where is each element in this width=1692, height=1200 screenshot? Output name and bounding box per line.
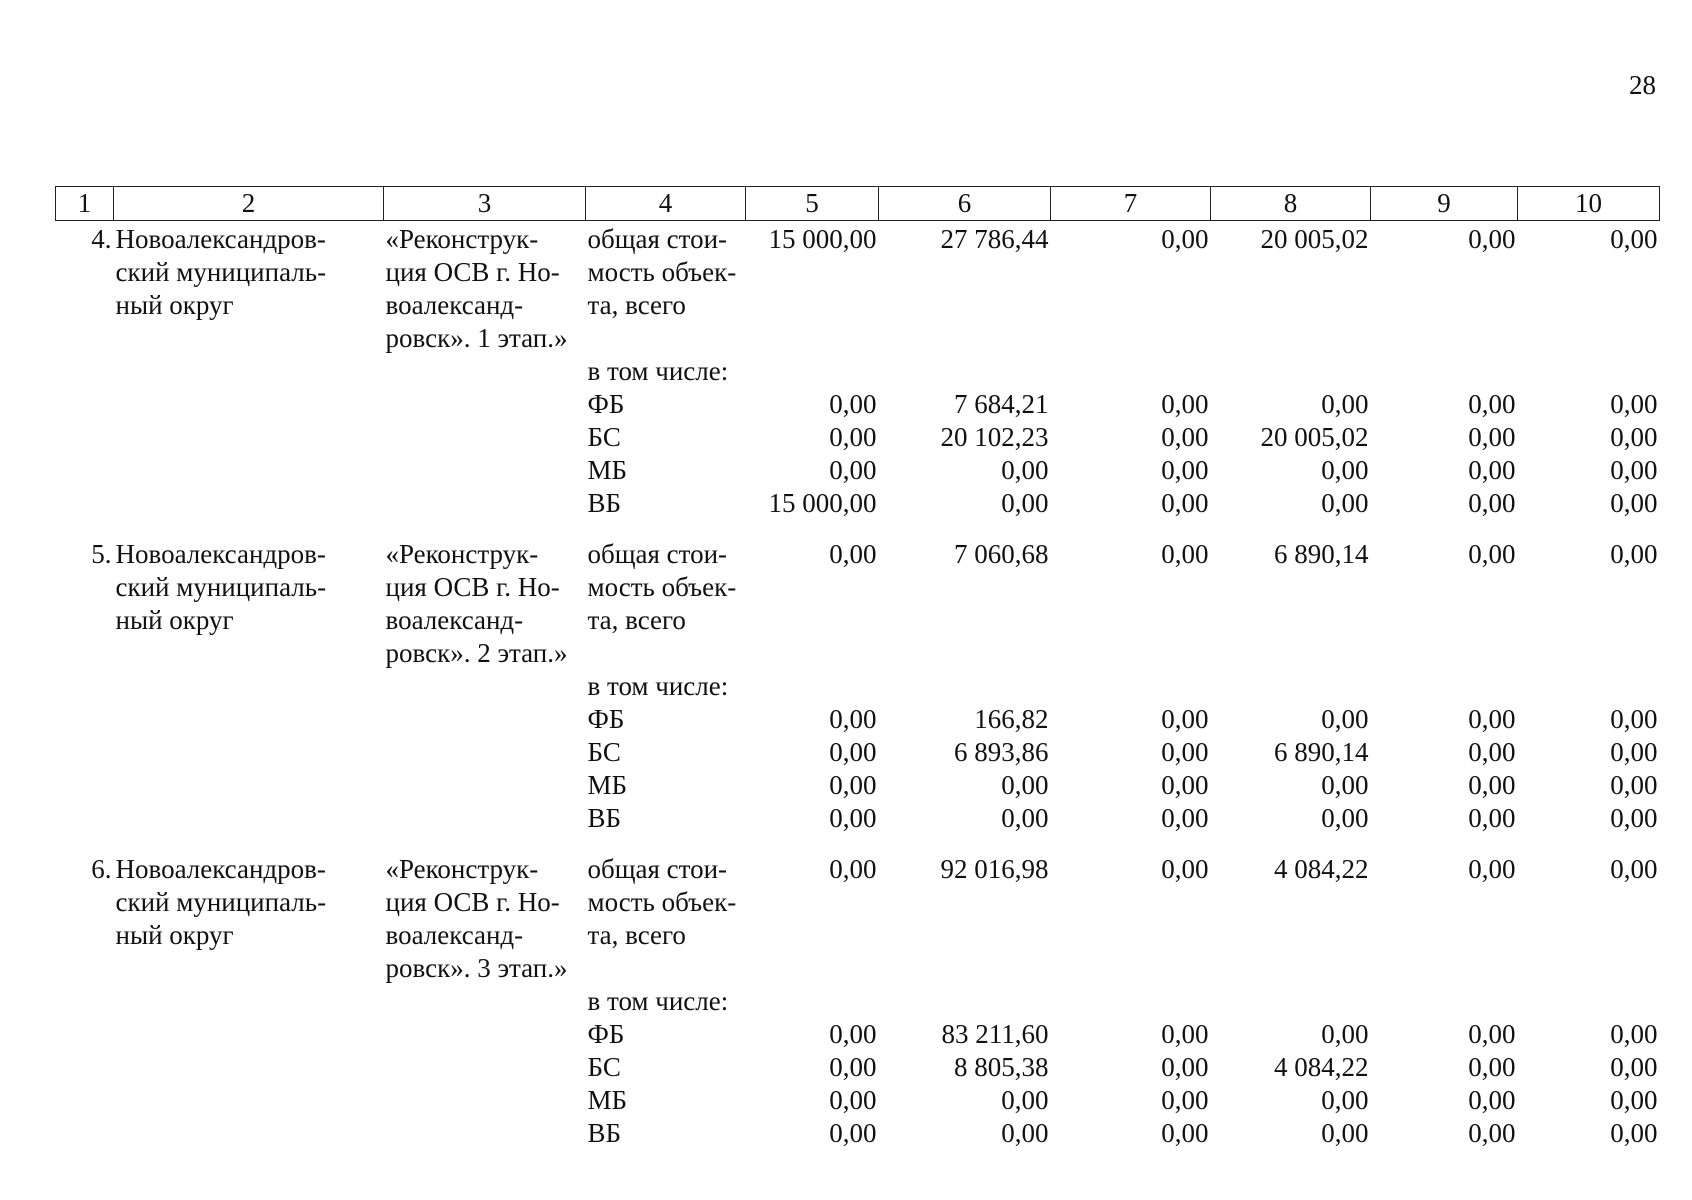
value-cell: 0,00 — [1321, 1019, 1369, 1049]
value-cell: 0,00 — [829, 803, 877, 833]
value-cell: 0,00 — [1468, 1118, 1516, 1148]
value-cell: 0,00 — [829, 1085, 877, 1115]
value-cell: 0,00 — [1321, 770, 1369, 800]
value-cell: 0,00 — [829, 704, 877, 734]
value-cell: 0,00 — [829, 539, 877, 569]
value-cell: 83 211,60 — [941, 1019, 1049, 1049]
budget-label: ВБ — [587, 488, 622, 518]
value-cell: 0,00 — [1468, 854, 1516, 884]
value-cell: 7 060,68 — [954, 539, 1049, 569]
total-label-cell: общая стои- мость объек- та, всего — [587, 224, 737, 320]
budget-label: ФБ — [587, 1019, 625, 1049]
value-cell: 0,00 — [1161, 488, 1209, 518]
municipality-cell: Новоалександров- ский муниципаль- ный округ — [115, 224, 327, 320]
budget-label: ВБ — [587, 1118, 622, 1148]
value-cell: 0,00 — [1468, 224, 1516, 254]
object-name-cell: «Реконструк- ция ОСВ г. Но- воалександ- ровск». 2 этап.» — [385, 539, 568, 668]
table-row-total — [56, 221, 1660, 356]
value-cell: 20 005,02 — [1260, 224, 1369, 254]
value-cell: 0,00 — [1161, 1085, 1209, 1115]
column-header: 9 — [1371, 187, 1518, 221]
value-cell: 0,00 — [1321, 704, 1369, 734]
value-cell: 4 084,22 — [1274, 1052, 1369, 1082]
page-number: 28 — [1629, 70, 1656, 100]
value-cell: 0,00 — [1321, 1085, 1369, 1115]
value-cell: 0,00 — [829, 854, 877, 884]
value-cell: 0,00 — [1468, 770, 1516, 800]
value-cell: 6 890,14 — [1274, 737, 1369, 767]
value-cell: 0,00 — [1468, 455, 1516, 485]
value-cell: 0,00 — [1610, 389, 1658, 419]
value-cell: 0,00 — [829, 1118, 877, 1148]
value-cell: 92 016,98 — [940, 854, 1049, 884]
value-cell: 0,00 — [1610, 803, 1658, 833]
value-cell: 166,82 — [974, 704, 1049, 734]
value-cell: 0,00 — [1161, 854, 1209, 884]
value-cell: 0,00 — [1610, 455, 1658, 485]
budget-label: ФБ — [587, 389, 625, 419]
value-cell: 0,00 — [1161, 770, 1209, 800]
column-header: 4 — [586, 187, 746, 221]
value-cell: 0,00 — [1468, 389, 1516, 419]
object-name-cell: «Реконструк- ция ОСВ г. Но- воалександ- ровск». 3 этап.» — [385, 854, 568, 983]
value-cell: 0,00 — [1321, 488, 1369, 518]
column-header: 6 — [879, 187, 1051, 221]
value-cell: 0,00 — [1468, 704, 1516, 734]
value-cell: 15 000,00 — [768, 488, 877, 518]
value-cell: 20 005,02 — [1260, 422, 1369, 452]
column-header: 5 — [746, 187, 879, 221]
budget-label: МБ — [587, 1085, 628, 1115]
value-cell: 0,00 — [1321, 803, 1369, 833]
value-cell: 0,00 — [1161, 224, 1209, 254]
value-cell: 0,00 — [1610, 1019, 1658, 1049]
value-cell: 27 786,44 — [940, 224, 1049, 254]
including-label: в том числе: — [587, 356, 729, 386]
value-cell: 0,00 — [829, 422, 877, 452]
total-label-cell: общая стои- мость объек- та, всего — [587, 854, 737, 950]
value-cell: 0,00 — [1610, 704, 1658, 734]
value-cell: 0,00 — [1468, 422, 1516, 452]
financing-table — [55, 186, 1660, 1150]
value-cell: 0,00 — [1610, 224, 1658, 254]
value-cell: 0,00 — [1468, 539, 1516, 569]
value-cell: 6 890,14 — [1274, 539, 1369, 569]
value-cell: 0,00 — [829, 1019, 877, 1049]
value-cell: 0,00 — [1321, 455, 1369, 485]
value-cell: 0,00 — [1610, 539, 1658, 569]
value-cell: 0,00 — [1161, 737, 1209, 767]
municipality-cell: Новоалександров- ский муниципаль- ный округ — [115, 539, 327, 635]
value-cell: 0,00 — [1001, 1118, 1049, 1148]
value-cell: 0,00 — [1468, 1085, 1516, 1115]
value-cell: 0,00 — [1001, 455, 1049, 485]
value-cell: 0,00 — [1161, 422, 1209, 452]
table-row-total — [56, 538, 1660, 670]
value-cell: 0,00 — [1161, 389, 1209, 419]
column-header: 3 — [384, 187, 586, 221]
value-cell: 0,00 — [1161, 1019, 1209, 1049]
value-cell: 20 102,23 — [940, 422, 1049, 452]
budget-label: ФБ — [587, 704, 625, 734]
budget-label: БС — [587, 1052, 621, 1082]
including-label: в том числе: — [587, 671, 729, 701]
value-cell: 0,00 — [1610, 770, 1658, 800]
entry-number: 4. — [91, 224, 112, 254]
column-number-row — [56, 187, 1660, 221]
value-cell: 0,00 — [829, 455, 877, 485]
entry-number: 5. — [91, 539, 112, 569]
value-cell: 8 805,38 — [954, 1052, 1049, 1082]
object-name-cell: «Реконструк- ция ОСВ г. Но- воалександ- ровск». 1 этап.» — [385, 224, 568, 353]
value-cell: 0,00 — [1161, 539, 1209, 569]
budget-label: БС — [587, 737, 621, 767]
value-cell: 0,00 — [1468, 1019, 1516, 1049]
value-cell: 0,00 — [1610, 1118, 1658, 1148]
value-cell: 7 684,21 — [954, 389, 1049, 419]
value-cell: 0,00 — [1001, 1085, 1049, 1115]
value-cell: 4 084,22 — [1274, 854, 1369, 884]
value-cell: 0,00 — [1161, 803, 1209, 833]
value-cell: 0,00 — [1161, 704, 1209, 734]
value-cell: 0,00 — [1610, 488, 1658, 518]
column-header: 7 — [1051, 187, 1211, 221]
budget-label: МБ — [587, 455, 628, 485]
value-cell: 0,00 — [1468, 488, 1516, 518]
municipality-cell: Новоалександров- ский муниципаль- ный округ — [115, 854, 327, 950]
value-cell: 0,00 — [1468, 737, 1516, 767]
value-cell: 0,00 — [1001, 770, 1049, 800]
value-cell: 0,00 — [829, 770, 877, 800]
value-cell: 0,00 — [1610, 1052, 1658, 1082]
budget-label: БС — [587, 422, 621, 452]
value-cell: 15 000,00 — [768, 224, 877, 254]
budget-label: ВБ — [587, 803, 622, 833]
value-cell: 6 893,86 — [954, 737, 1049, 767]
value-cell: 0,00 — [1321, 389, 1369, 419]
entry-number: 6. — [91, 854, 112, 884]
value-cell: 0,00 — [1001, 488, 1049, 518]
value-cell: 0,00 — [829, 737, 877, 767]
column-header: 1 — [56, 187, 114, 221]
table-row-total — [56, 853, 1660, 985]
value-cell: 0,00 — [829, 389, 877, 419]
budget-label: МБ — [587, 770, 628, 800]
value-cell: 0,00 — [829, 1052, 877, 1082]
value-cell: 0,00 — [1610, 737, 1658, 767]
value-cell: 0,00 — [1161, 1118, 1209, 1148]
value-cell: 0,00 — [1161, 1052, 1209, 1082]
including-label: в том числе: — [587, 986, 729, 1016]
column-header: 8 — [1211, 187, 1371, 221]
value-cell: 0,00 — [1468, 1052, 1516, 1082]
column-header: 10 — [1518, 187, 1660, 221]
value-cell: 0,00 — [1610, 422, 1658, 452]
total-label-cell: общая стои- мость объек- та, всего — [587, 539, 737, 635]
value-cell: 0,00 — [1161, 455, 1209, 485]
value-cell: 0,00 — [1610, 1085, 1658, 1115]
value-cell: 0,00 — [1610, 854, 1658, 884]
value-cell: 0,00 — [1321, 1118, 1369, 1148]
value-cell: 0,00 — [1468, 803, 1516, 833]
value-cell: 0,00 — [1001, 803, 1049, 833]
column-header: 2 — [114, 187, 384, 221]
